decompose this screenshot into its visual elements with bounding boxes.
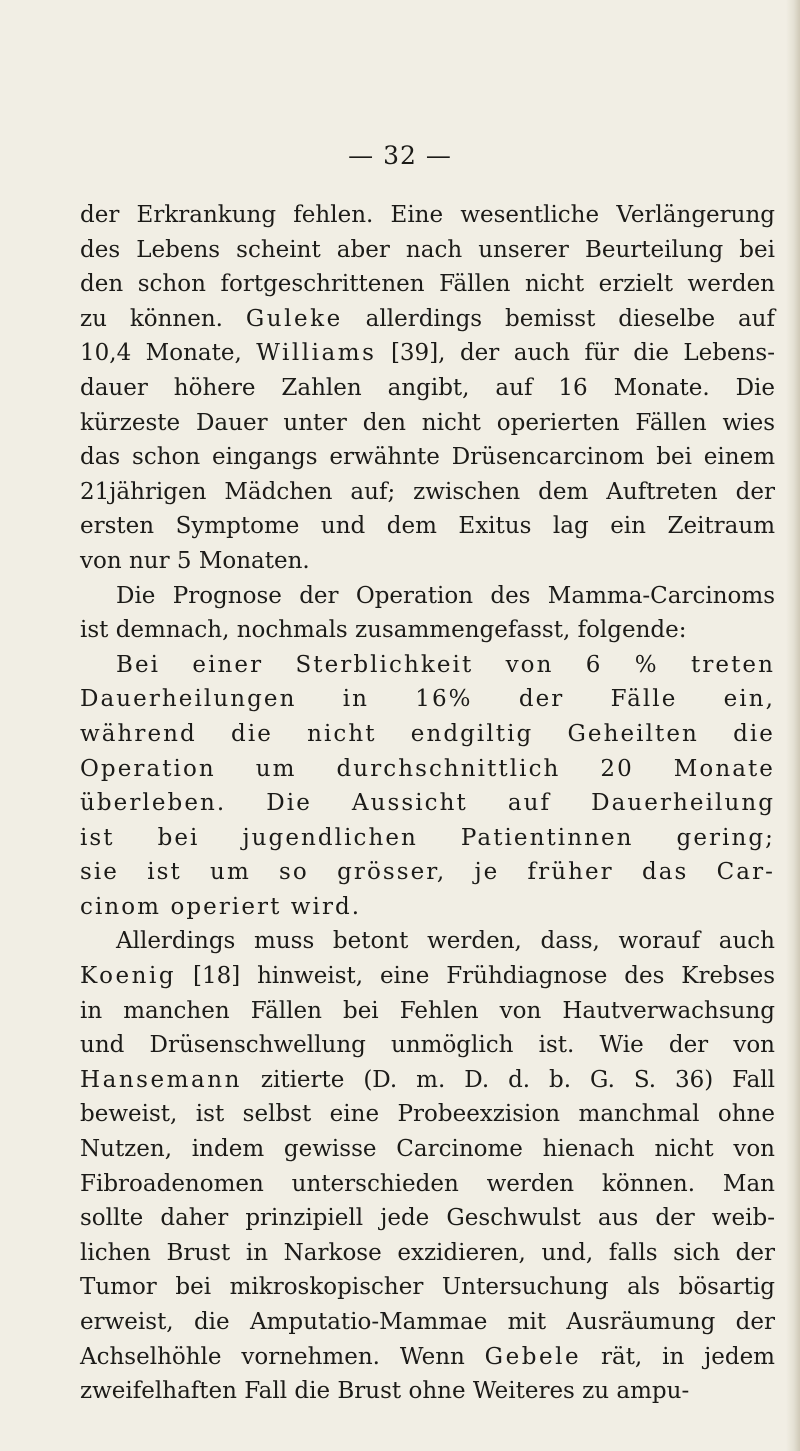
spaced-name: Koenig [80, 963, 177, 990]
text-segment: Bei einer Sterblichkeit von 6 % treten [116, 651, 775, 678]
text-line [80, 1097, 775, 1132]
text-line [80, 267, 775, 302]
text-segment: kürzeste Dauer unter den nicht operierten Fällen wies [80, 409, 775, 436]
text-segment: 10,4 Monate, [80, 340, 257, 367]
text-line [80, 544, 775, 579]
text-segment: cinom operiert wird. [80, 893, 362, 920]
text-segment: das schon eingangs erwähnte Drüsencarcinom bei einem [80, 444, 775, 471]
text-segment: den schon fortgeschrittenen Fällen nicht erzielt werden [80, 271, 775, 298]
text-line [80, 440, 775, 475]
text-segment: des Lebens scheint aber nach unserer Beurteilung bei [80, 236, 775, 263]
text-segment: in manchen Fällen bei Fehlen von Hautverwachsung [80, 997, 775, 1024]
text-segment: Fibroadenomen unterschieden werden können. Man [80, 1170, 775, 1197]
text-segment: Nutzen, indem gewisse Carcinome hienach nicht von [80, 1136, 775, 1163]
text-segment: Allerdings muss betont werden, dass, worauf auch [116, 928, 775, 955]
page-edge-shadow [786, 0, 800, 1451]
text-line [80, 994, 775, 1029]
text-line [80, 752, 775, 787]
text-segment: sollte daher prinzipiell jede Geschwulst aus der weib- [80, 1205, 775, 1232]
text-line [80, 1236, 775, 1271]
text-segment: zweifelhaften Fall die Brust ohne Weiteres zu ampu- [80, 1378, 690, 1405]
text-line [80, 855, 775, 890]
text-segment: Operation um durchschnittlich 20 Monate [80, 755, 775, 782]
text-line [80, 1270, 775, 1305]
text-segment: erweist, die Amputatio-Mammae mit Ausräumung der [80, 1309, 775, 1335]
text-line [80, 648, 775, 683]
text-line [80, 1167, 775, 1202]
text-segment: Achselhöhle vornehmen. Wenn [80, 1343, 485, 1370]
text-line [80, 198, 775, 233]
text-line [80, 821, 775, 856]
text-segment: beweist, ist selbst eine Probeexzision manchmal ohne [80, 1101, 775, 1128]
text-line [80, 924, 775, 959]
text-segment: [18] hinweist, eine Frühdiagnose des Krebses [176, 963, 775, 990]
text-segment: dauer höhere Zahlen angibt, auf 16 Monate. Die [80, 374, 775, 401]
text-segment: und Drüsenschwellung unmöglich ist. Wie der von [80, 1032, 775, 1059]
text-line [80, 1063, 775, 1098]
text-line [80, 1201, 775, 1236]
text-segment: Dauerheilungen in 16% der Fälle ein, [80, 686, 775, 713]
text-segment: lichen Brust in Narkose exzidieren, und, falls sich der [80, 1239, 775, 1266]
text-segment: rät, in jedem [581, 1343, 775, 1370]
text-segment: allerdings bemisst dieselbe auf [342, 305, 775, 332]
text-segment: zitierte (D. m. D. d. b. G. S. 36) Fall [241, 1066, 775, 1093]
text-line [80, 336, 775, 371]
text-segment: [39], der auch für die Lebens- [376, 340, 776, 367]
text-line [80, 890, 775, 925]
text-line [80, 1028, 775, 1063]
spaced-name: Gebele [484, 1343, 582, 1370]
text-segment: zu können. [80, 305, 246, 332]
text-segment: ist demnach, nochmals zusammengefasst, folgende: [80, 617, 687, 644]
text-line [80, 786, 775, 821]
text-segment: der Erkrankung fehlen. Eine wesentliche Verlängerung [80, 202, 775, 228]
text-line [80, 1340, 775, 1375]
spaced-name: Hansemann [80, 1066, 242, 1093]
text-line [80, 959, 775, 994]
text-segment: sie ist um so grösser, je früher das Car- [80, 859, 775, 886]
text-line [80, 475, 775, 510]
page-number: — 32 — [348, 141, 452, 170]
text-segment: 21jährigen Mädchen auf; zwischen dem Auftreten der [80, 478, 775, 505]
text-line [80, 233, 775, 268]
text-segment: Die Prognose der Operation des Mamma-Carcinoms [116, 582, 775, 609]
text-segment: während die nicht endgiltig Geheilten die [80, 720, 775, 747]
text-segment: Tumor bei mikroskopischer Untersuchung als bösartig [80, 1274, 775, 1301]
text-segment: ersten Symptome und dem Exitus lag ein Zeitraum [80, 513, 775, 540]
text-line [80, 613, 775, 648]
text-line [80, 1305, 775, 1340]
text-line [80, 371, 775, 406]
text-line [80, 1132, 775, 1167]
text-line [80, 509, 775, 544]
text-line [80, 1374, 775, 1409]
text-line [80, 682, 775, 717]
text-line [80, 579, 775, 614]
body-text [80, 198, 775, 1409]
text-segment: ist bei jugendlichen Patientinnen gering; [80, 824, 775, 851]
text-segment: überleben. Die Aussicht auf Dauerheilung [80, 790, 775, 817]
spaced-name: Williams [256, 340, 377, 367]
text-line [80, 302, 775, 337]
text-line [80, 717, 775, 752]
text-line [80, 406, 775, 441]
text-segment: von nur 5 Monaten. [80, 547, 310, 574]
spaced-name: Guleke [245, 305, 343, 332]
